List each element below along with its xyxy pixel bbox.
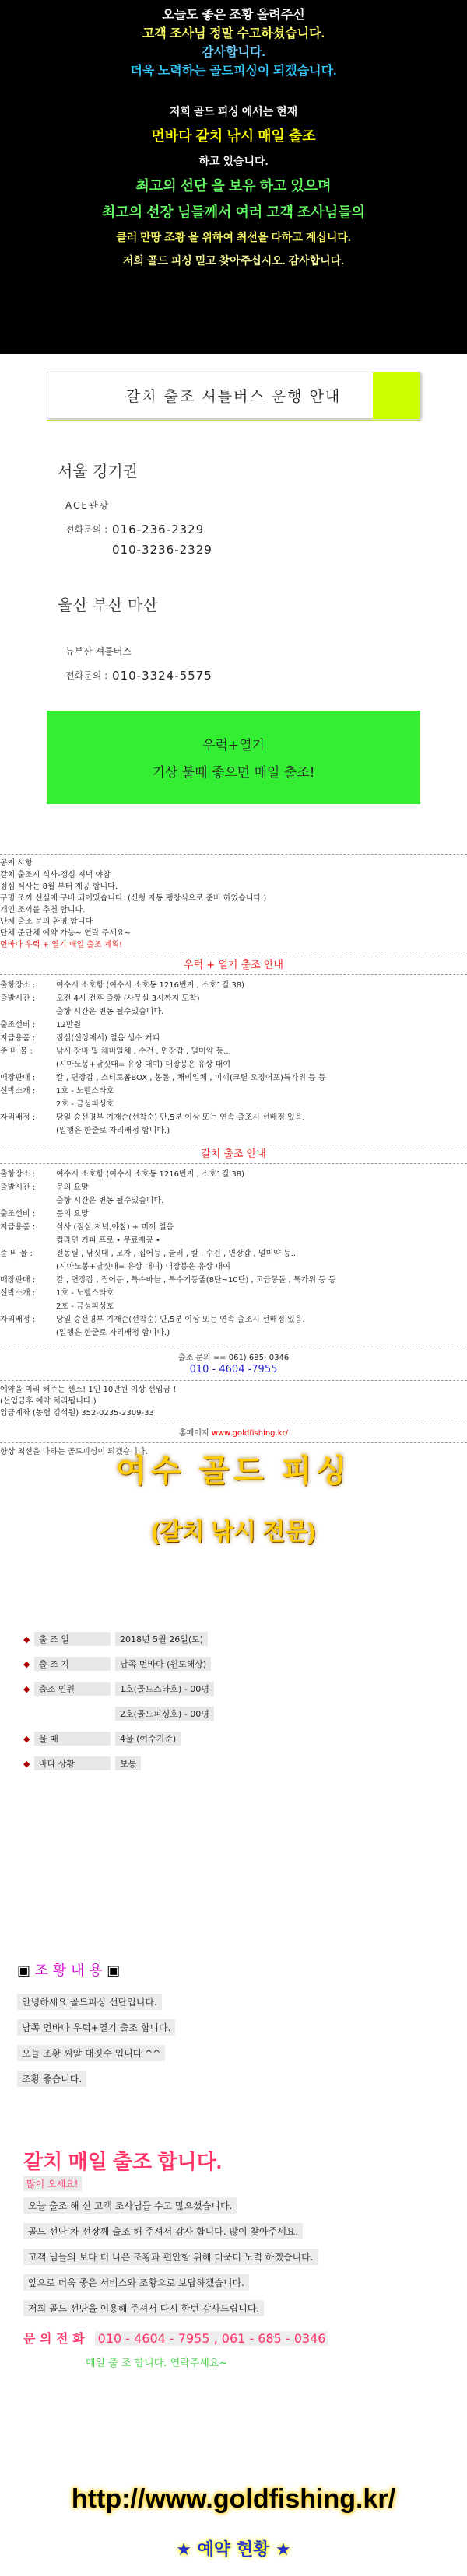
info-row <box>0 993 467 1005</box>
info-value: 칼 , 면장갑 , 집어등 , 특수바늘 , 특수기둥줄(8단~10단) , 고급봉돌 , 특가위 등 등 <box>56 1276 336 1285</box>
report-line: 조황 좋습니다. <box>17 2071 86 2087</box>
notice-line: 단체 준단체 예약 가능~ 연락 주세요~ <box>0 929 131 938</box>
report-line: 안녕하세요 골드피싱 선단입니다. <box>17 1994 162 2010</box>
notice-line1: 우럭+열기 <box>202 738 265 753</box>
seoul-tel1: 016-236-2329 <box>112 523 205 537</box>
reservation-status[interactable]: ★ 예약 현황 ★ <box>176 2540 291 2560</box>
info-key: 준 비 물 : <box>0 1047 33 1056</box>
info-key: 매장판매 : <box>0 1276 36 1285</box>
trip-field-label: 출 조 일 <box>34 1632 111 1646</box>
seoul-title: 서울 경기권 <box>58 462 138 481</box>
header-body-line: 먼바다 갈치 낚시 매일 출조 <box>151 128 316 144</box>
closing-note: 매일 출 조 합니다. 연락주세요~ <box>86 2358 228 2369</box>
gold-subtitle: (갈치 낚시 전문) <box>151 1519 316 1545</box>
homepage-label: 홈페이지 <box>179 1429 209 1438</box>
report-title: 조 황 내 용 <box>34 1963 103 1979</box>
notice-line: 갈치 출조시 식사-점심 저녁 야참 <box>0 871 111 879</box>
gold-title-block <box>0 1446 467 1547</box>
info-value: 점심(선상에서) 얼음 생수 커피 <box>56 1034 160 1043</box>
info-key: 지급용품 : <box>0 1223 36 1232</box>
divider <box>0 854 467 855</box>
closing-block <box>23 2146 459 2369</box>
booking-info <box>0 1380 467 1419</box>
info-row <box>0 1327 467 1339</box>
closing-line: 앞으로 더욱 좋은 서비스와 조황으로 보답하겠습니다. <box>23 2274 249 2291</box>
seoul-tel2: 010-3236-2329 <box>112 543 212 557</box>
square-icon: ▣ <box>17 1963 31 1979</box>
header-line: 오늘도 좋은 조황 올려주신 <box>162 9 305 22</box>
info-value: 낚시 장비 및 채비일체 , 수건 , 면장갑 , 멀미약 등... <box>56 1047 231 1056</box>
info-value: 출항 시간은 변동 될수있습니다. <box>56 1008 164 1016</box>
notice-line: 단체 출조 문의 환영 합니다 <box>0 918 93 926</box>
info-key: 출항장소 : <box>0 981 36 990</box>
info-row <box>0 1112 467 1124</box>
info-value: 당일 승선명부 기재순(선착순) 단,5분 이상 또는 연속 출조시 선배정 있음. <box>56 1316 305 1324</box>
daily-notice-box <box>47 711 420 804</box>
trip-field-value: 4물 (여수기준) <box>115 1732 181 1746</box>
report-title-row <box>17 1959 453 1980</box>
info-value: (시마노봉+낚싯대= 유상 대여) 대장봉은 유상 대여 <box>56 1263 230 1271</box>
ulsan-title: 울산 부산 마산 <box>58 596 158 614</box>
report-line: 오늘 조황 씨알 대짓수 입니다 ^^ <box>17 2045 165 2061</box>
trip-field <box>23 1756 444 1770</box>
header-line: 고객 조사님 정말 수고하셨습니다. <box>142 27 325 40</box>
shuttle-section <box>47 372 420 804</box>
info-value: 12만원 <box>56 1021 82 1029</box>
trip-fields <box>23 1621 444 1781</box>
info-key <box>0 1195 56 1207</box>
trip-field <box>23 1632 444 1646</box>
trip-field <box>23 1707 444 1721</box>
info-row <box>0 1099 467 1110</box>
contact-label: 출조 문의 == 061) 685- 0346 <box>177 1354 290 1362</box>
booking-line: 입금계좌 (농협 김석원) 352-0235-2309-33 <box>0 1409 154 1417</box>
info-value: 컵라면 커피 프로 • 무료제공 • <box>56 1236 160 1245</box>
info-key <box>0 1301 56 1312</box>
welcome-line: 많이 오세요! <box>23 2176 82 2191</box>
inquiry-phones: 010 - 4604 - 7955 , 061 - 685 - 0346 <box>95 2331 329 2346</box>
info-value: 오전 4시 전후 출항 (사무실 3시까지 도착) <box>56 994 200 1003</box>
info-value: 문의 요망 <box>56 1183 89 1192</box>
trip-field <box>23 1682 444 1696</box>
report-line: 남쪽 먼바다 우럭+열기 출조 합니다. <box>17 2019 175 2036</box>
trip-field <box>23 1657 444 1671</box>
info-key: 출조선비 : <box>0 1021 36 1029</box>
notice-line: 공지 사항 <box>0 859 33 868</box>
info-value: 출항 시간은 변동 될수있습니다. <box>56 1197 164 1205</box>
url-block <box>0 2484 467 2560</box>
divider <box>47 420 420 421</box>
ulsan-tel: 010-3324-5575 <box>112 669 212 683</box>
ulsan-block <box>47 592 420 683</box>
info-value: 여수시 소호항 (여수시 소호동 1216번지 , 소호1길 38) <box>56 981 244 990</box>
galchi-section-title: 갈치 출조 안내 <box>0 1145 467 1164</box>
header-body-line: 저희 골드 피싱 에서는 현재 <box>169 105 298 117</box>
header-body-line: 최고의 선단 을 보유 하고 있으며 <box>135 178 332 194</box>
info-value: (일행은 한줄로 자리배정 합니다.) <box>56 1127 170 1135</box>
diamond-icon: ◆ <box>23 1634 30 1645</box>
info-key: 출발시간 : <box>0 994 36 1003</box>
report-lines <box>17 1989 453 2092</box>
final-note: 항상 최선을 다하는 골드피싱이 되겠습니다. <box>0 1442 467 1458</box>
trip-field-label: 바다 상황 <box>34 1756 111 1770</box>
info-row <box>0 1235 467 1246</box>
info-row <box>0 1248 467 1260</box>
booking-line: (선입금후 예약 처리됩니다.) <box>0 1397 97 1406</box>
info-value: 전동릴 , 낚싯대 , 모자 , 집어등 , 쿨러 , 칼 , 수건 , 면장갑 , 멀미약 등... <box>56 1250 299 1258</box>
info-key <box>0 1125 56 1137</box>
shuttle-banner <box>47 372 420 418</box>
info-row <box>0 1046 467 1057</box>
notice-line: 점심 식사는 8월 부터 제공 합니다. <box>0 883 118 891</box>
site-url[interactable]: http://www.goldfishing.kr/ <box>71 2484 396 2514</box>
header-body-line: 저희 골드 피싱 믿고 찾아주십시오. 감사합니다. <box>122 254 345 267</box>
info-value: 문의 요망 <box>56 1210 89 1218</box>
ulsan-contact <box>65 669 420 683</box>
notice-list <box>0 858 467 939</box>
info-value: 2호 - 금성피싱호 <box>56 1100 114 1109</box>
seoul-block <box>47 459 420 557</box>
info-value: 여수시 소호항 (여수시 소호동 1216번지 , 소호1길 38) <box>56 1170 244 1179</box>
closing-line: 저희 골드 선단을 이용해 주셔서 다시 한번 감사드립니다. <box>23 2300 264 2316</box>
notice-line2: 기상 불때 좋으면 매일 출조! <box>152 765 315 781</box>
intro-banner <box>0 0 467 354</box>
diamond-icon: ◆ <box>23 1733 30 1744</box>
gold-title: 여수 골드 피싱 <box>115 1454 352 1488</box>
info-key <box>0 1059 56 1071</box>
info-row <box>0 1059 467 1071</box>
info-key: 준 비 물 : <box>0 1250 33 1258</box>
info-row <box>0 1274 467 1286</box>
galchi-daily-title: 갈치 매일 출조 합니다. <box>23 2150 222 2173</box>
info-key <box>0 1006 56 1018</box>
info-key <box>0 1261 56 1273</box>
info-row <box>0 1301 467 1312</box>
ulsan-tel-label: 전화문의 : <box>65 670 108 681</box>
info-section <box>0 854 467 1458</box>
homepage-link[interactable]: www.goldfishing.kr/ <box>211 1429 288 1438</box>
info-row <box>0 1288 467 1299</box>
trip-field-value: 1호(골드스타호) - 00명 <box>115 1682 214 1696</box>
closing-line: 고객 님들의 보다 더 나은 조황과 편안함 위해 더욱더 노력 하겠습니다. <box>23 2249 318 2265</box>
info-row <box>0 1208 467 1220</box>
seoul-tel-label: 전화문의 : <box>65 524 108 535</box>
info-key: 자리배정 : <box>0 1316 36 1324</box>
header-line: 더욱 노력하는 골드피싱이 되겠습니다. <box>130 65 337 78</box>
header-line: 감사합니다. <box>202 46 265 59</box>
notice-line: 개인 조끼를 추천 합니다. <box>0 906 86 914</box>
info-row <box>0 1222 467 1233</box>
inquiry-row <box>23 2329 459 2347</box>
report-block <box>17 1959 453 2092</box>
info-key: 지급용품 : <box>0 1034 36 1043</box>
inquiry-label: 문 의 전 화 <box>23 2331 85 2346</box>
info-value: 1호 - 노벨스타호 <box>56 1087 114 1096</box>
info-value: 식사 (점심,저녁,야참) + 미끼 얼음 <box>56 1223 174 1232</box>
homepage-line <box>0 1424 467 1439</box>
closing-lines <box>23 2193 459 2321</box>
info-row <box>0 980 467 991</box>
info-value: (시마노봉+낚싯대= 유상 대여) 대장봉은 유상 대여 <box>56 1061 230 1069</box>
info-key <box>0 1099 56 1110</box>
header-body-line: 하고 있습니다. <box>198 155 269 167</box>
info-value: 1호 - 노벨스타호 <box>56 1289 114 1298</box>
contact-phone: 010 - 4604 -7955 <box>189 1364 278 1375</box>
closing-line: 골드 선단 차 선장께 출조 해 주셔서 감사 합니다. 많이 찾아주세요. <box>23 2223 303 2239</box>
info-row <box>0 1261 467 1273</box>
info-key: 자리배정 : <box>0 1113 36 1122</box>
seoul-contact <box>65 523 420 537</box>
info-value: 2호 - 금성피싱호 <box>56 1302 114 1311</box>
galchi-details <box>0 1169 467 1339</box>
diamond-icon: ◆ <box>23 1683 30 1694</box>
info-row <box>0 1182 467 1194</box>
urok-plan-line: 먼바다 우럭 + 열기 매일 출조 계획! <box>0 941 123 949</box>
info-row <box>0 1019 467 1031</box>
contact-block <box>0 1347 467 1375</box>
info-key: 선박소개 : <box>0 1087 36 1096</box>
info-key: 출항장소 : <box>0 1170 36 1179</box>
diamond-icon: ◆ <box>23 1658 30 1669</box>
info-key <box>0 1235 56 1246</box>
banner-accent-bar <box>373 372 420 419</box>
info-row <box>0 1169 467 1180</box>
info-row <box>0 1033 467 1044</box>
info-value: (일행은 한줄로 자리배정 합니다.) <box>56 1329 170 1337</box>
seoul-company: ACE관광 <box>65 500 111 511</box>
urok-section-title: 우럭 + 열기 출조 안내 <box>0 956 467 975</box>
info-row <box>0 1085 467 1097</box>
info-row <box>0 1195 467 1207</box>
info-row <box>0 1072 467 1084</box>
info-value: 칼 , 면장갑 , 스티로폼BOX , 봉돌 , 채비일체 , 미끼(크릴 오징어포)특가위 등 등 <box>56 1074 326 1082</box>
trip-field-value: 2호(골드피싱호) - 00명 <box>115 1707 214 1721</box>
info-key <box>0 1327 56 1339</box>
trip-field <box>23 1732 444 1746</box>
shuttle-banner-title: 갈치 출조 셔틀버스 운행 안내 <box>125 387 342 405</box>
trip-field-value: 보통 <box>115 1756 141 1770</box>
ulsan-company: 뉴부산 셔틀버스 <box>65 646 132 657</box>
info-key: 매장판매 : <box>0 1074 36 1082</box>
notice-line: 구명 조끼 선실에 구비 되어있습니다. (신형 자동 팽창식으로 준비 하였습니다.) <box>0 894 267 903</box>
header-body-line: 클러 만땅 조황 을 위하여 최선을 다하고 계십니다. <box>116 231 351 243</box>
booking-line: 예약을 미리 해주는 센스! 1인 10만원 이상 선입금 ! <box>0 1386 177 1394</box>
trip-field-value: 2018년 5월 26일(토) <box>115 1632 208 1646</box>
closing-line: 오늘 출조 해 신 고객 조사님들 수고 많으셨습니다. <box>23 2197 237 2214</box>
header-body-line: 최고의 선장 님들께서 여러 고객 조사님들의 <box>102 204 365 220</box>
square-icon: ▣ <box>107 1963 121 1979</box>
info-key: 출조선비 : <box>0 1210 36 1218</box>
info-row <box>0 1125 467 1137</box>
info-key: 선박소개 : <box>0 1289 36 1298</box>
urok-details <box>0 980 467 1137</box>
trip-field-value: 남쪽 먼바다 (원도해상) <box>115 1657 211 1671</box>
info-value: 당일 승선명부 기재순(선착순) 단,5분 이상 또는 연속 출조시 선배정 있음. <box>56 1113 305 1122</box>
diamond-icon: ◆ <box>23 1758 30 1769</box>
trip-field-label: 출 조 지 <box>34 1657 111 1671</box>
info-row <box>0 1314 467 1326</box>
trip-field-label: 출조 인원 <box>34 1682 111 1696</box>
trip-field-label: 물 때 <box>34 1732 111 1746</box>
info-row <box>0 1006 467 1018</box>
info-key: 출발시간 : <box>0 1183 36 1192</box>
